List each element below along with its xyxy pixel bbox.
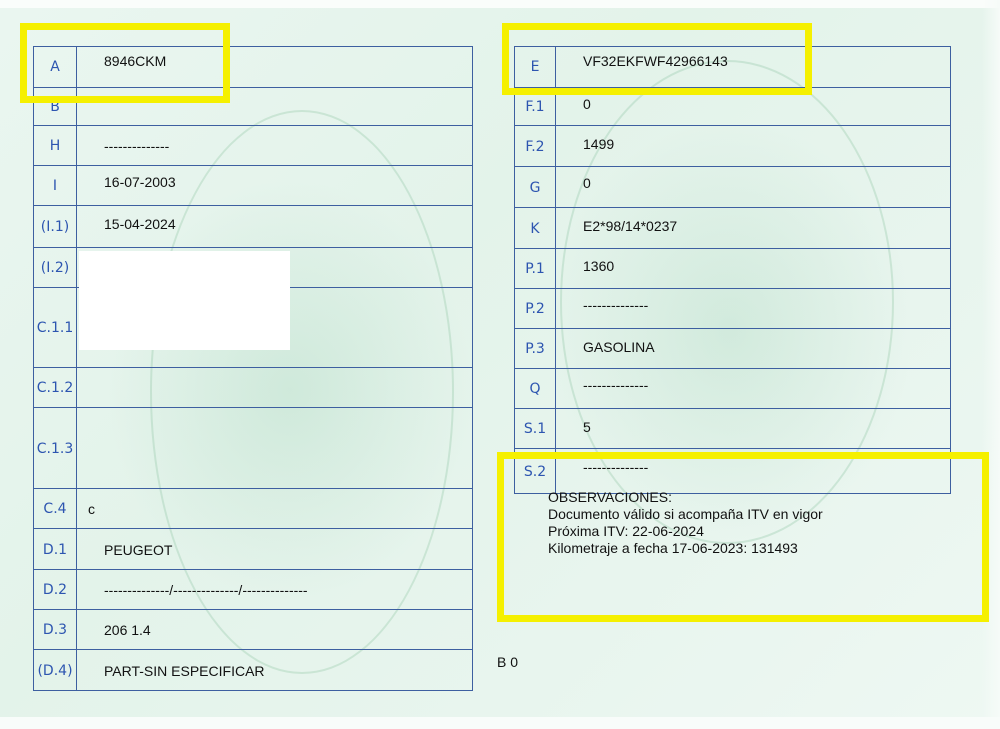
table-row: [515, 207, 950, 249]
right-data-table: [514, 46, 951, 494]
field-value: 5: [583, 419, 591, 435]
field-value: VF32EKFWF42966143: [583, 53, 728, 69]
field-label: D.2: [34, 570, 77, 610]
table-row: [34, 528, 472, 570]
table-row: [34, 649, 472, 691]
left-data-table: [33, 46, 473, 691]
field-value: --------------: [583, 297, 649, 313]
table-row: [34, 609, 472, 650]
field-label: A: [34, 47, 77, 87]
field-label: S.2: [515, 449, 556, 494]
field-value: --------------: [104, 138, 170, 154]
field-value: 1360: [583, 258, 615, 274]
field-label: I: [34, 166, 77, 206]
field-value: 206 1.4: [104, 622, 151, 638]
footer-code: B 0: [497, 654, 519, 670]
field-label: (D.4): [34, 650, 77, 691]
table-row: [34, 165, 472, 206]
field-value: 8946CKM: [104, 53, 167, 69]
field-label: (I.2): [34, 248, 77, 288]
field-label: P.1: [515, 249, 556, 289]
table-row: [34, 125, 472, 166]
redacted-area: [79, 251, 290, 350]
field-label: H: [34, 126, 77, 166]
field-value: PART-SIN ESPECIFICAR: [104, 662, 265, 679]
field-value: --------------/--------------/--------------: [104, 582, 308, 598]
table-row: [34, 367, 472, 408]
field-value: 15-04-2024: [104, 216, 176, 232]
observations-line: Kilometraje a fecha 17-06-2023: 131493: [548, 540, 798, 556]
observations-title: OBSERVACIONES:: [548, 489, 672, 505]
field-value: 0: [583, 96, 591, 112]
field-label: (I.1): [34, 206, 77, 248]
paper-edge-bottom: [0, 717, 1000, 729]
field-label: F.2: [515, 126, 556, 167]
paper-edge-top: [0, 0, 1000, 8]
table-row: [515, 408, 950, 449]
field-label: S.1: [515, 409, 556, 449]
table-row: [34, 205, 472, 248]
table-row: [515, 125, 950, 167]
field-label: D.3: [34, 610, 77, 650]
field-label: P.2: [515, 289, 556, 329]
table-row: [34, 407, 472, 489]
table-row: [515, 288, 950, 329]
field-label: K: [515, 208, 556, 249]
field-value: E2*98/14*0237: [583, 218, 678, 234]
field-label: C.1.3: [34, 408, 77, 489]
table-row: [515, 328, 950, 369]
field-value: 16-07-2003: [104, 174, 176, 190]
field-value: 0: [583, 175, 591, 191]
table-row: [515, 368, 950, 409]
field-label: E: [515, 47, 556, 87]
field-value: --------------: [583, 459, 649, 475]
observations-line: Documento válido si acompaña ITV en vigor: [548, 506, 823, 522]
table-row: [515, 248, 950, 289]
observations-line: Próxima ITV: 22-06-2024: [548, 523, 704, 539]
field-value: PEUGEOT: [104, 541, 173, 558]
field-value: --------------: [583, 377, 649, 393]
field-value: c: [88, 501, 95, 517]
field-value: 1499: [583, 136, 615, 152]
field-label: C.4: [34, 489, 77, 529]
table-row: [34, 569, 472, 610]
field-label: B: [34, 88, 77, 126]
field-label: P.3: [515, 329, 556, 369]
table-row: [515, 166, 950, 208]
field-value: GASOLINA: [583, 339, 655, 355]
field-label: Q: [515, 369, 556, 409]
highlight-box-observations: [497, 452, 989, 622]
table-row: [34, 488, 472, 529]
highlight-box-plate: [20, 23, 230, 103]
field-label: G: [515, 167, 556, 208]
field-label: C.1.2: [34, 368, 77, 408]
field-label: F.1: [515, 88, 556, 126]
field-label: D.1: [34, 529, 77, 570]
highlight-box-vin: [502, 23, 812, 95]
field-label: C.1.1: [34, 288, 77, 368]
